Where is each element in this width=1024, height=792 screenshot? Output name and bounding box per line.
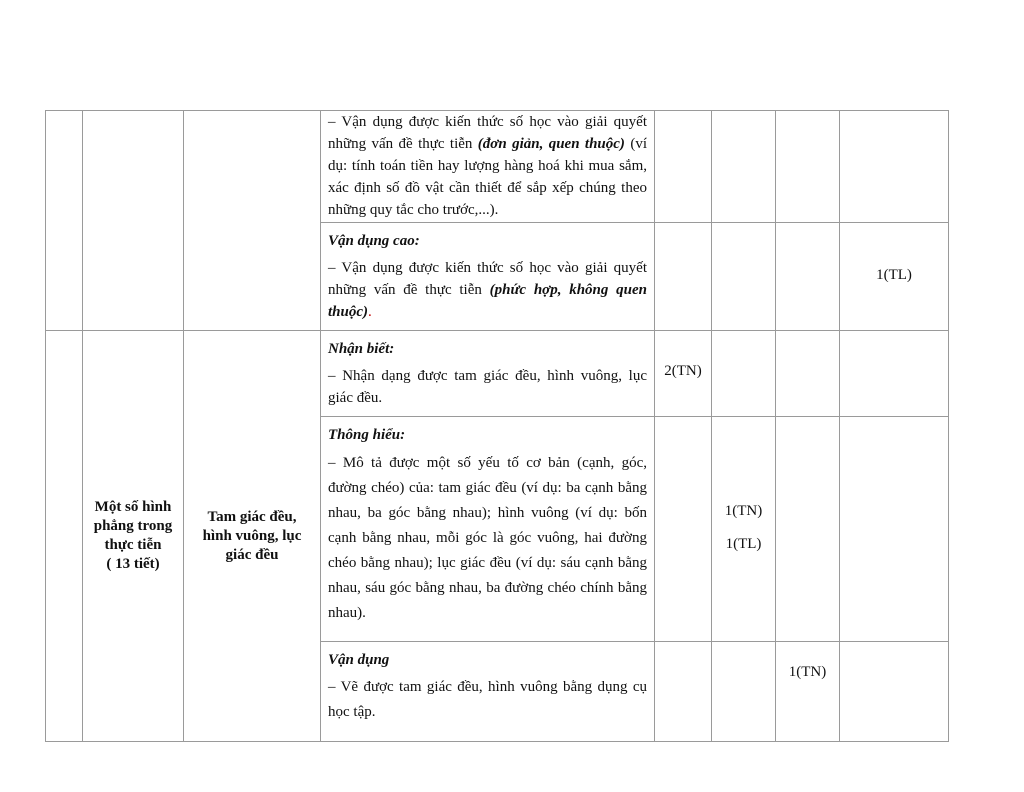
question-count: 2(TN) <box>664 363 702 379</box>
cell-content <box>184 111 321 331</box>
cell-vdc <box>840 417 949 642</box>
question-count: 1(TL) <box>725 536 762 552</box>
cell-vdc <box>840 331 949 417</box>
topic-title: Một số hình phẳng trong thực tiễn <box>93 499 173 553</box>
cell-nb <box>655 417 712 642</box>
cell-nb <box>655 223 712 331</box>
level-heading: Thông hiểu: <box>328 427 406 443</box>
cell-vdc <box>840 223 949 331</box>
topic-hours: ( 13 tiết) <box>106 556 160 572</box>
cell-requirement <box>321 223 655 331</box>
cell-requirement <box>321 417 655 642</box>
cell-topic <box>83 331 184 742</box>
cell-requirement <box>321 111 655 223</box>
cell-th <box>712 223 776 331</box>
cell-th <box>712 331 776 417</box>
question-count: 1(TN) <box>724 503 763 519</box>
cell-th <box>712 417 776 642</box>
cell-vdc <box>840 111 949 223</box>
requirement-period: . <box>368 304 372 320</box>
cell-vd <box>776 223 840 331</box>
requirement-emphasis: (phức hợp, không quen thuộc) <box>328 282 647 320</box>
spec-matrix-table <box>45 110 949 742</box>
cell-nb <box>655 642 712 742</box>
content-title: Tam giác đều, hình vuông, lục giác đều <box>202 508 302 563</box>
cell-requirement <box>321 642 655 742</box>
cell-nb <box>655 331 712 417</box>
level-heading: Vận dụng cao: <box>328 233 420 249</box>
requirement-text: – Vận dụng được kiến thức số học vào giải quyết những vấn đề thực tiễn <box>328 114 647 152</box>
requirement-text: – Mô tả được một số yếu tố cơ bản (cạnh, góc, đường chéo) của: tam giác đều (ví dụ: ba cạnh bằng nhau, ba góc bằng nhau); hình vuông (ví dụ: bốn cạnh bằng nhau, mỗi góc là góc vuông, hai đường chéo bằng nhau); lục giác đều (ví dụ: sáu cạnh bằng nhau, sáu góc bằng nhau, ba đường chéo chính bằng nhau). <box>328 455 647 621</box>
cell-th <box>712 111 776 223</box>
level-heading: Nhận biết: <box>328 341 395 357</box>
question-count: 1(TL) <box>876 267 912 283</box>
cell-vdc <box>840 642 949 742</box>
cell-requirement <box>321 331 655 417</box>
cell-th <box>712 642 776 742</box>
question-count: 1(TN) <box>788 664 827 680</box>
requirement-text-end: (ví dụ: tính toán tiền hay lượng hàng hoá khi mua sắm, xác định số đồ vật cần thiết để sắp xếp chúng theo những quy tắc cho trước,...). <box>328 136 647 218</box>
cell-content <box>184 331 321 742</box>
table-row <box>46 111 949 223</box>
cell-vd <box>776 642 840 742</box>
cell-topic <box>83 111 184 331</box>
cell-nb <box>655 111 712 223</box>
table-row <box>46 331 949 417</box>
cell-vd <box>776 111 840 223</box>
cell-vd <box>776 417 840 642</box>
cell-index <box>46 331 83 742</box>
requirement-text: – Vẽ được tam giác đều, hình vuông bằng dụng cụ học tập. <box>328 679 647 720</box>
cell-vd <box>776 331 840 417</box>
requirement-emphasis: (đơn giản, quen thuộc) <box>477 136 625 152</box>
requirement-text: – Nhận dạng được tam giác đều, hình vuông, lục giác đều. <box>328 368 647 406</box>
cell-index <box>46 111 83 331</box>
requirement-text: – Vận dụng được kiến thức số học vào giải quyết những vấn đề thực tiễn <box>328 260 647 298</box>
level-heading: Vận dụng <box>328 652 390 668</box>
